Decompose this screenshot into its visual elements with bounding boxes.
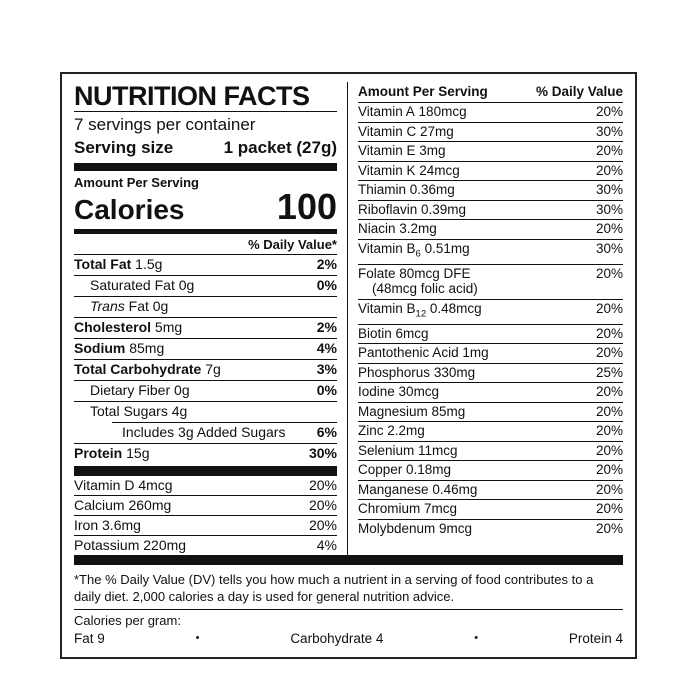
vitamin-row-line bbox=[358, 366, 623, 381]
calories-per-gram-item: Fat 9 bbox=[74, 630, 105, 646]
vitamin-row-line bbox=[358, 125, 623, 140]
nutrient-name: Vitamin $B_6$ 0.51mg bbox=[358, 240, 470, 260]
calories-label: Calories bbox=[74, 194, 185, 226]
nutrient-name: Vitamin K 24mcg bbox=[358, 162, 460, 178]
nutrient-row bbox=[74, 443, 337, 464]
micronutrient-row bbox=[74, 476, 337, 495]
thick-divider-bar bbox=[74, 163, 337, 171]
nutrient-name: Riboflavin 0.39mg bbox=[358, 201, 467, 217]
nutrient-name: Protein 15g bbox=[74, 445, 150, 462]
nutrient-name: Total Carbohydrate 7g bbox=[74, 361, 221, 378]
vitamin-row-line bbox=[358, 385, 623, 400]
vitamin-row bbox=[358, 161, 623, 181]
nutrient-dv: 30% bbox=[595, 240, 623, 256]
calories-per-gram-label: Calories per gram: bbox=[74, 612, 181, 628]
nutrient-dv: 20% bbox=[595, 143, 623, 158]
nutrient-name: Includes 3g Added Sugars bbox=[122, 424, 286, 441]
vitamin-row-line bbox=[358, 242, 623, 262]
nutrient-name: Niacin 3.2mg bbox=[358, 221, 437, 236]
nutrient-dv: 20% bbox=[595, 162, 623, 178]
vitamin-row bbox=[358, 122, 623, 142]
vitamin-row bbox=[358, 219, 623, 239]
vitamin-row-line bbox=[358, 327, 623, 342]
micronutrient-rows bbox=[74, 476, 337, 555]
nutrient-name: Total Sugars 4g bbox=[90, 403, 188, 420]
nutrient-rows bbox=[74, 254, 337, 464]
nutrient-name: Molybdenum 9mcg bbox=[358, 520, 473, 536]
vitamin-row-line bbox=[358, 222, 623, 237]
nutrient-row bbox=[74, 254, 337, 275]
vitamin-row bbox=[358, 441, 623, 461]
added-sugars-line bbox=[112, 422, 337, 443]
nutrient-name: Vitamin A 180mcg bbox=[358, 104, 467, 119]
nutrient-dv: 20% bbox=[595, 325, 623, 341]
nutrient-dv: 20% bbox=[595, 104, 623, 119]
nutrient-name: Vitamin $B_{12}$ 0.48mcg bbox=[358, 300, 482, 320]
nutrient-name: Biotin 6mcg bbox=[358, 325, 429, 341]
vitamin-row-line bbox=[358, 463, 623, 478]
vitamin-row bbox=[358, 343, 623, 363]
nutrient-dv: 20% bbox=[308, 496, 337, 513]
vitamin-row bbox=[358, 180, 623, 200]
nutrient-dv: 2% bbox=[316, 256, 337, 273]
vitamin-row-line bbox=[358, 302, 623, 322]
nutrient-dv: 30% bbox=[595, 182, 623, 197]
nutrient-dv: 20% bbox=[595, 403, 623, 419]
right-amount-header: Amount Per Serving bbox=[358, 84, 488, 99]
vitamin-row bbox=[358, 460, 623, 480]
vitamin-row-line bbox=[358, 444, 623, 459]
vitamin-row bbox=[358, 264, 623, 299]
nutrient-name: Folate 80mcg DFE bbox=[358, 265, 471, 281]
vitamin-row bbox=[358, 363, 623, 383]
micronutrient-row bbox=[74, 495, 337, 515]
right-dv-header: % Daily Value bbox=[535, 84, 623, 99]
vitamin-row-line bbox=[358, 483, 623, 498]
nutrient-name: Magnesium 85mg bbox=[358, 403, 466, 419]
vitamin-row-line bbox=[358, 144, 623, 159]
vitamin-row-line bbox=[358, 522, 623, 537]
nutrient-dv: 20% bbox=[308, 516, 337, 533]
nutrient-dv: 3% bbox=[316, 361, 337, 378]
vitamin-row bbox=[358, 103, 623, 122]
calories-row bbox=[74, 186, 337, 228]
vitamin-row-line bbox=[358, 203, 623, 218]
nutrient-row bbox=[74, 422, 337, 443]
nutrient-name: Trans Fat 0g bbox=[90, 298, 169, 315]
vitamin-row-line bbox=[358, 502, 623, 517]
vitamin-row-line bbox=[358, 183, 623, 198]
daily-value-footnote: *The % Daily Value (DV) tells you how much a nutrient in a serving of food contributes to a daily diet. 2,000 calories a day is used for general nutrition advice. bbox=[74, 568, 623, 610]
serving-size-row bbox=[74, 137, 337, 161]
nutrient-dv: 30% bbox=[308, 445, 337, 462]
nutrient-row bbox=[74, 317, 337, 338]
serving-size-value: 1 packet (27g) bbox=[223, 137, 337, 157]
nutrient-dv: 20% bbox=[595, 384, 623, 400]
daily-value-header: % Daily Value* bbox=[248, 236, 337, 252]
calories-per-gram-item: Protein 4 bbox=[568, 630, 623, 646]
footer-divider-bar bbox=[74, 555, 623, 565]
left-column bbox=[74, 82, 348, 555]
nutrient-name: Cholesterol 5mg bbox=[74, 319, 183, 336]
nutrient-dv: 20% bbox=[595, 520, 623, 536]
nutrient-row bbox=[74, 275, 337, 296]
vitamin-row-line bbox=[358, 105, 623, 120]
bullet-separator: • bbox=[474, 632, 479, 645]
nutrient-dv: 20% bbox=[595, 423, 623, 439]
vitamin-row bbox=[358, 499, 623, 519]
nutrient-dv: 30% bbox=[595, 201, 623, 217]
nutrition-facts-label bbox=[60, 72, 637, 659]
nutrient-name: Potassium 220mg bbox=[74, 536, 187, 553]
nutrient-dv: 20% bbox=[595, 501, 623, 517]
nutrient-name: Vitamin D 4mcg bbox=[74, 476, 173, 493]
nutrient-dv: 20% bbox=[595, 300, 623, 316]
vitamin-row bbox=[358, 402, 623, 422]
vitamin-row bbox=[358, 299, 623, 324]
nutrient-dv: 20% bbox=[308, 476, 337, 493]
vitamin-row-subline: (48mcg folic acid) bbox=[372, 281, 478, 297]
nutrient-row bbox=[74, 338, 337, 359]
right-column-header bbox=[358, 82, 623, 103]
label-columns bbox=[74, 82, 623, 555]
nutrient-name: Selenium 11mcg bbox=[358, 442, 458, 458]
servings-per-container: 7 servings per container bbox=[74, 115, 256, 135]
vitamin-row-line bbox=[358, 267, 623, 282]
nutrient-dv: 20% bbox=[595, 442, 623, 458]
nutrient-dv: 20% bbox=[595, 221, 623, 236]
nutrient-dv: 20% bbox=[595, 265, 623, 281]
nutrient-dv: 4% bbox=[316, 536, 337, 553]
nutrient-name: Vitamin C 27mg bbox=[358, 123, 454, 139]
vitamin-row bbox=[358, 480, 623, 500]
nutrient-row bbox=[74, 401, 337, 422]
nutrient-dv: 30% bbox=[595, 123, 623, 139]
nutrient-name: Pantothenic Acid 1mg bbox=[358, 345, 489, 361]
nutrient-name: Iron 3.6mg bbox=[74, 516, 141, 533]
calories-per-gram-item: Carbohydrate 4 bbox=[290, 630, 384, 646]
nutrient-name: Saturated Fat 0g bbox=[90, 277, 195, 294]
nutrient-name: Chromium 7mcg bbox=[358, 501, 458, 517]
serving-size-label: Serving size bbox=[74, 137, 174, 157]
vitamin-row-line bbox=[358, 405, 623, 420]
nutrient-dv: 0% bbox=[316, 277, 337, 294]
vitamin-row bbox=[358, 200, 623, 220]
nutrient-row bbox=[74, 296, 337, 317]
thick-divider-bar bbox=[74, 466, 337, 476]
vitamin-row bbox=[358, 519, 623, 539]
nutrient-name: Thiamin 0.36mg bbox=[358, 182, 455, 197]
nutrient-name: Zinc 2.2mg bbox=[358, 423, 425, 439]
calories-per-gram-row bbox=[74, 629, 623, 647]
micronutrient-row bbox=[74, 535, 337, 555]
nutrient-name: Iodine 30mcg bbox=[358, 384, 440, 400]
nutrient-name: Dietary Fiber 0g bbox=[90, 382, 190, 399]
nutrient-name: Sodium 85mg bbox=[74, 340, 165, 357]
nutrient-dv: 20% bbox=[595, 462, 623, 478]
nutrient-name: Manganese 0.46mg bbox=[358, 481, 478, 497]
nutrient-dv: 0% bbox=[316, 382, 337, 399]
nutrient-dv: 20% bbox=[595, 481, 623, 497]
nutrient-name: Phosphorus 330mg bbox=[358, 364, 476, 380]
vitamin-row bbox=[358, 141, 623, 161]
micronutrient-row bbox=[74, 515, 337, 535]
nutrient-dv: 2% bbox=[316, 319, 337, 336]
calories-value: 100 bbox=[276, 186, 337, 228]
amount-per-serving-label: Amount Per Serving bbox=[74, 175, 199, 191]
nutrient-row bbox=[74, 380, 337, 401]
title-divider bbox=[74, 111, 337, 112]
right-column bbox=[348, 82, 623, 555]
nutrient-row bbox=[74, 359, 337, 380]
vitamin-row bbox=[358, 239, 623, 264]
vitamin-row-line bbox=[358, 346, 623, 361]
bullet-separator: • bbox=[195, 632, 200, 645]
nutrient-dv: 20% bbox=[595, 345, 623, 361]
label-title: NUTRITION FACTS bbox=[74, 81, 310, 111]
nutrient-dv: 6% bbox=[316, 424, 337, 441]
vitamin-row bbox=[358, 324, 623, 344]
nutrient-name: Copper 0.18mg bbox=[358, 462, 452, 478]
nutrient-name: Total Fat 1.5g bbox=[74, 256, 163, 273]
nutrient-dv: 25% bbox=[595, 364, 623, 380]
vitamin-row bbox=[358, 421, 623, 441]
vitamin-row-line bbox=[358, 164, 623, 179]
nutrient-dv: 4% bbox=[316, 340, 337, 357]
nutrient-name: Vitamin E 3mg bbox=[358, 143, 446, 158]
vitamin-row bbox=[358, 382, 623, 402]
vitamin-row-line bbox=[358, 424, 623, 439]
vitamin-mineral-rows bbox=[358, 103, 623, 538]
nutrient-name: Calcium 260mg bbox=[74, 496, 172, 513]
